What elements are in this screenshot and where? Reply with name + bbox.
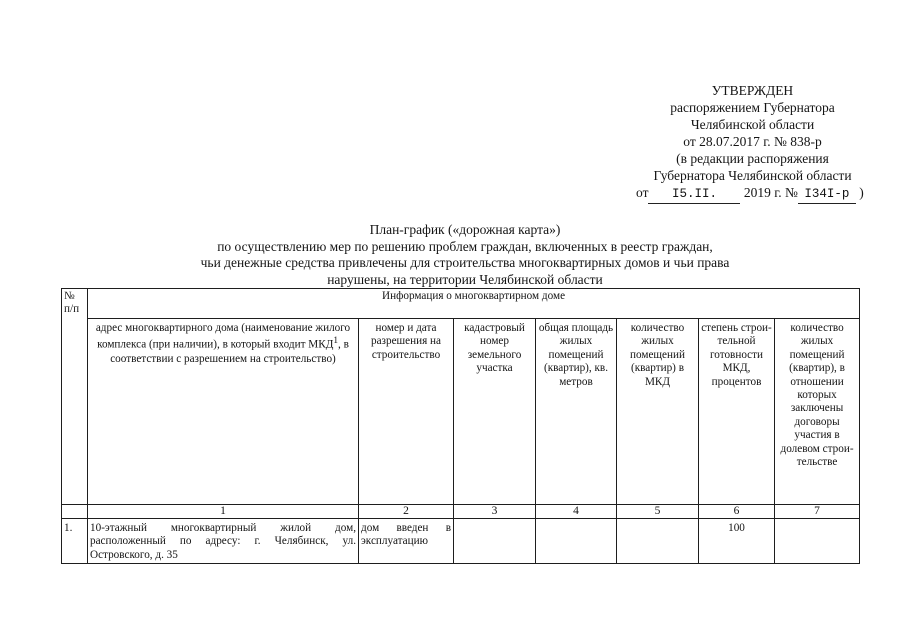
table-header-row xyxy=(62,289,860,319)
num-header: № п/п xyxy=(62,289,88,505)
approval-block xyxy=(600,82,905,204)
row-address: 10-этажный многоквартирный жилой дом, расположенный по адресу: г. Челябинск, ул. Островского, д. 35 xyxy=(88,519,359,564)
row-readiness: 100 xyxy=(699,519,775,564)
column-number: 2 xyxy=(359,505,454,519)
approval-title: УТВЕРЖДЕН xyxy=(711,83,794,98)
group-header: Информация о многоквартирном доме xyxy=(88,289,860,319)
column-number: 5 xyxy=(617,505,699,519)
row-permit: дом введен в эксплуатацию xyxy=(359,519,454,564)
table-subheader-row xyxy=(62,319,860,505)
column-number-empty xyxy=(62,505,88,519)
row-area xyxy=(536,519,617,564)
row-contracts xyxy=(775,519,860,564)
plan-title-line-2: по осуществлению мер по решению проблем граждан, включенных в реестр граждан, xyxy=(217,238,713,254)
column-number: 3 xyxy=(454,505,536,519)
plan-title-line-3: чьи денежные средства привлечены для строительства многоквартирных домов и чьи права xyxy=(200,255,730,270)
plan-title xyxy=(120,222,810,288)
col-header-area: общая площадь жилых помещений (квартир), кв. метров xyxy=(536,319,617,505)
row-number: 1. xyxy=(62,519,88,564)
column-number: 1 xyxy=(88,505,359,519)
date-day: I5.II. xyxy=(648,186,740,204)
approval-line-1: распоряжением Губернатора xyxy=(670,100,835,115)
approval-line-3: от 28.07.2017 г. № 838-р xyxy=(683,134,822,149)
date-year: 2019 г. № xyxy=(743,185,798,200)
approval-line-2: Челябинской области xyxy=(690,117,815,132)
approval-date-line xyxy=(600,184,905,204)
column-number: 4 xyxy=(536,505,617,519)
approval-line-5: Губернатора Челябинской области xyxy=(653,168,852,183)
plan-title-line-4: нарушены, на территории Челябинской области xyxy=(327,271,603,287)
col-header-readiness: степень строи-тельной готовности МКД, процентов xyxy=(699,319,775,505)
col-header-contracts: количество жилых помещений (квартир), в отношении которых заключены договоры участия в долевом строи-тельстве xyxy=(775,319,860,505)
column-number: 7 xyxy=(775,505,860,519)
plan-table xyxy=(61,288,860,564)
column-number: 6 xyxy=(699,505,775,519)
row-apartments xyxy=(617,519,699,564)
footnote-mark: 1 xyxy=(333,336,339,347)
col-header-address: адрес многоквартирного дома (наименование жилого комплекса (при наличии), в который входит МКД$^1$, в соответствии с разрешением на строительство) xyxy=(88,319,359,505)
row-cadastral xyxy=(454,519,536,564)
plan-title-line-1: План-график («дорожная карта») xyxy=(369,222,561,237)
col-header-apartments: количество жилых помещений (квартир) в МКД xyxy=(617,319,699,505)
date-prefix: от xyxy=(636,185,649,200)
date-number: I34I-р xyxy=(798,186,856,204)
column-number-row xyxy=(62,505,860,519)
table-row xyxy=(62,519,860,564)
col-header-permit: номер и дата разрешения на строительство xyxy=(359,319,454,505)
col-header-cadastral: кадастровый номер земельного участка xyxy=(454,319,536,505)
date-close: ) xyxy=(859,185,864,200)
approval-line-4: (в редакции распоряжения xyxy=(676,151,829,166)
